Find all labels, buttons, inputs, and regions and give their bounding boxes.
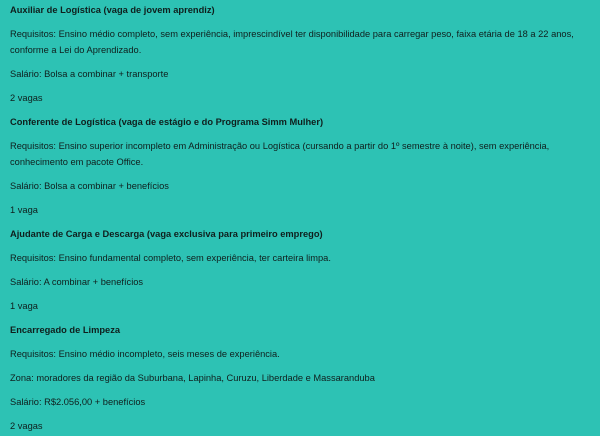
job-salary: Salário: Bolsa a combinar + benefícios	[10, 181, 169, 191]
job-listing	[10, 2, 586, 106]
job-title: Auxiliar de Logística (vaga de jovem aprendiz)	[10, 5, 215, 15]
job-listing	[10, 226, 586, 314]
job-title: Ajudante de Carga e Descarga (vaga exclusiva para primeiro emprego)	[10, 229, 323, 239]
job-requirements: Requisitos: Ensino médio completo, sem experiência, imprescindível ter disponibilidade para carregar peso, faixa etária de 18 a 22 anos, conforme a Lei do Aprendizado.	[10, 29, 574, 55]
job-listing	[10, 322, 586, 434]
job-requirements: Requisitos: Ensino médio incompleto, seis meses de experiência.	[10, 349, 280, 359]
job-requirements: Requisitos: Ensino superior incompleto em Administração ou Logística (cursando a partir do 1º semestre à noite), sem experiência, conhecimento em pacote Office.	[10, 141, 550, 167]
job-openings: 2 vagas	[10, 93, 43, 103]
job-salary: Salário: Bolsa a combinar + transporte	[10, 69, 169, 79]
job-salary: Salário: A combinar + benefícios	[10, 277, 144, 287]
job-requirements: Requisitos: Ensino fundamental completo, sem experiência, ter carteira limpa.	[10, 253, 331, 263]
job-zone: Zona: moradores da região da Suburbana, Lapinha, Curuzu, Liberdade e Massaranduba	[10, 373, 375, 383]
job-openings: 1 vaga	[10, 301, 38, 311]
job-listing	[10, 114, 586, 218]
job-salary: Salário: R$2.056,00 + benefícios	[10, 397, 146, 407]
job-title: Encarregado de Limpeza	[10, 325, 121, 335]
job-title: Conferente de Logística (vaga de estágio e do Programa Simm Mulher)	[10, 117, 324, 127]
job-openings: 2 vagas	[10, 421, 43, 431]
job-openings: 1 vaga	[10, 205, 38, 215]
